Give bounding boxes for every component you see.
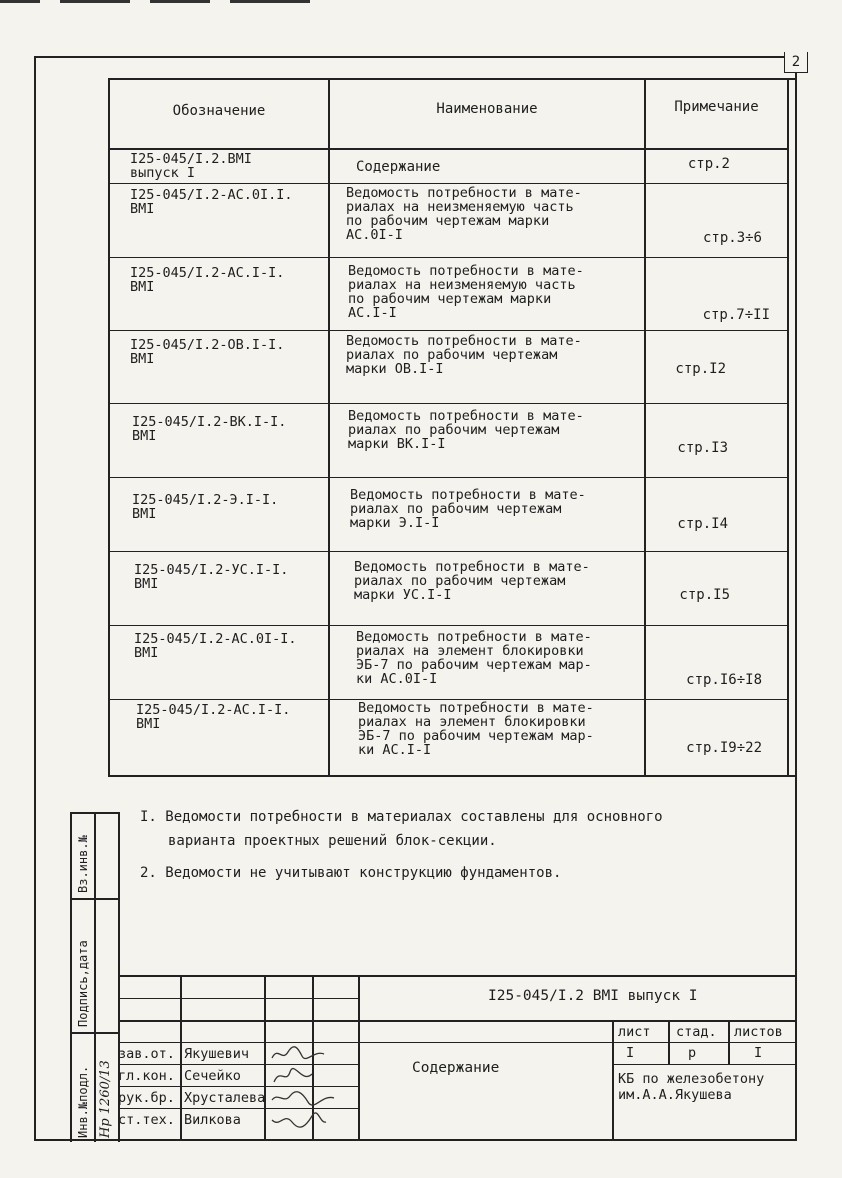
table-row-note: стр.I3 [677, 440, 728, 456]
organization-line-2: им.А.А.Якушева [618, 1087, 732, 1103]
side-label-vz-inv: Вз.инв.№ [76, 835, 90, 893]
top-edge-mark [0, 0, 40, 3]
side-label-podpis-data: Подпись,дата [76, 940, 90, 1027]
side-stamp-border [94, 812, 96, 1142]
top-edge-mark [60, 0, 130, 3]
signature-scribble [268, 1088, 338, 1108]
table-row-note: стр.3÷6 [702, 230, 762, 246]
sheet-label: лист [618, 1024, 651, 1040]
document-title: Содержание [412, 1060, 500, 1076]
organization-line-1: КБ по железобетону [618, 1071, 765, 1087]
signatory-name: Хрусталева [184, 1090, 266, 1106]
signatory-role: рук.бр. [118, 1090, 175, 1106]
table-row-designation: I25-045/I.2-АС.I-I. ВМI [130, 265, 285, 295]
table-row-name: Ведомость потребности в мате- риалах на элемент блокировки ЭБ-7 по рабочим чертежам мар- ки АС.I-I [358, 700, 594, 758]
header-designation: Обозначение [172, 103, 266, 119]
stage-value: р [688, 1045, 697, 1061]
table-row-designation: I25-045/I.2-Э.I-I. ВМI [132, 492, 279, 522]
signatory-role: зав.от. [118, 1046, 175, 1062]
table-row-designation: I25-045/I.2-АС.I-I. ВМI [136, 702, 291, 732]
side-stamp-border [70, 898, 118, 900]
header-name: Наименование [436, 101, 538, 117]
signatory-role: ст.тех. [118, 1112, 175, 1128]
table-row-designation: I25-045/I.2-АС.0I-I. ВМI [134, 631, 297, 661]
signature-scribble [268, 1044, 328, 1064]
table-row-note: стр.2 [687, 156, 730, 172]
signatory-name: Якушевич [184, 1046, 250, 1062]
sheet-number: 2 [784, 52, 808, 73]
side-stamp-border [70, 812, 72, 1142]
handwritten-inventory-number: Нр 1260/13 [98, 1060, 113, 1138]
top-edge-mark [230, 0, 310, 3]
table-row-note: стр.7÷II [702, 307, 770, 323]
signatory-role: гл.кон. [118, 1068, 175, 1084]
table-row-note: стр.I9÷22 [686, 740, 762, 756]
table-row-name: Ведомость потребности в мате- риалах на элемент блокировки ЭБ-7 по рабочим чертежам мар- ки АС.0I-I [356, 629, 592, 687]
side-stamp-border [70, 812, 118, 814]
signatory-name: Вилкова [184, 1112, 241, 1128]
top-edge-mark [150, 0, 210, 3]
table-row-designation: I25-045/I.2.ВМI выпуск I [130, 151, 252, 181]
signature-scribble [268, 1066, 318, 1086]
table-row-name: Ведомость потребности в мате- риалах по рабочим чертежам марки ОВ.I-I [346, 333, 582, 377]
signature-scribble [268, 1110, 328, 1130]
sheets-label: листов [734, 1024, 783, 1040]
table-row-note: стр.I6÷I8 [686, 672, 762, 688]
table-row-note: стр.I2 [675, 361, 726, 377]
remark-1-line-1: I. Ведомости потребности в материалах составлены для основного [140, 809, 663, 825]
stage-label: стад. [676, 1024, 717, 1040]
header-note: Примечание [674, 99, 759, 115]
sheets-value: I [754, 1045, 763, 1061]
table-row-name: Содержание [356, 159, 441, 175]
table-row-name: Ведомость потребности в мате- риалах на неизменяемую часть по рабочим чертежам марки АС.0I-I [346, 185, 582, 243]
remark-1-line-2: варианта проектных решений блок-секции. [168, 833, 497, 849]
table-row-name: Ведомость потребности в мате- риалах по рабочим чертежам марки УС.I-I [354, 559, 590, 603]
sheet-value: I [626, 1045, 635, 1061]
table-row-designation: I25-045/I.2-ВК.I-I. ВМI [132, 414, 287, 444]
side-label-inv-podl: Инв.№подл. [76, 1065, 90, 1138]
table-row-designation: I25-045/I.2-ОВ.I-I. ВМI [130, 337, 285, 367]
table-row-note: стр.I4 [677, 516, 728, 532]
signatory-name: Сечейко [184, 1068, 241, 1084]
table-row-designation: I25-045/I.2-УС.I-I. ВМI [134, 562, 289, 592]
table-row-designation: I25-045/I.2-АС.0I.I. ВМI [130, 187, 293, 217]
table-row-name: Ведомость потребности в мате- риалах по рабочим чертежам марки Э.I-I [350, 487, 586, 531]
table-row-name: Ведомость потребности в мате- риалах на неизменяемую часть по рабочим чертежам марки АС.I-I [348, 263, 584, 321]
remark-2: 2. Ведомости не учитывают конструкцию фундаментов. [140, 865, 562, 881]
document-code: I25-045/I.2 ВМI выпуск I [488, 988, 698, 1004]
table-row-note: стр.I5 [679, 587, 730, 603]
table-row-name: Ведомость потребности в мате- риалах по рабочим чертежам марки ВК.I-I [348, 408, 584, 452]
side-stamp-border [70, 1032, 118, 1034]
